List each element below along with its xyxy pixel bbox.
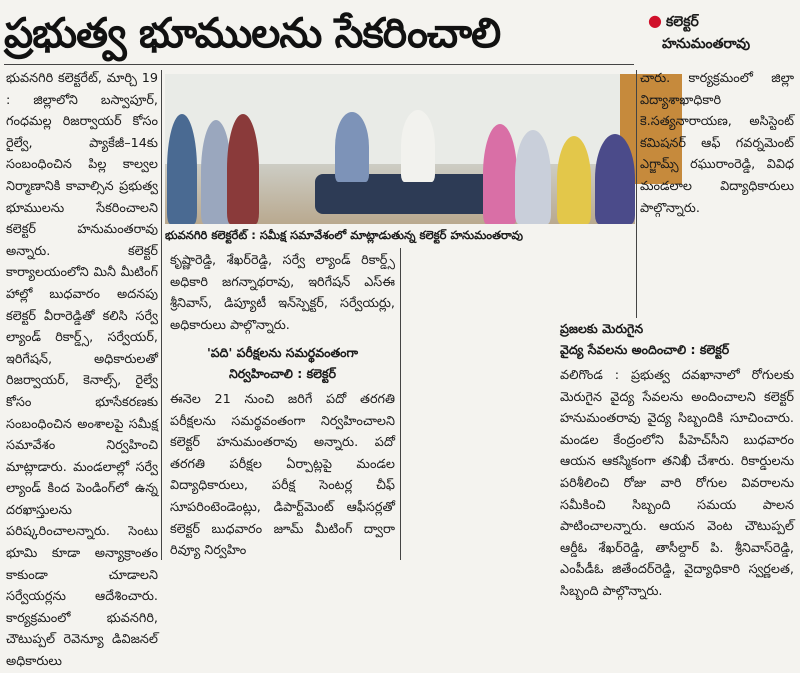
column-3a-paragraph: చారు. కార్యక్రమంలో జిల్లా విద్యాశాఖాధికారి కె.సత్యనారాయణ, అసిస్టెంట్ కమిషనర్ ఆఫ్ గవర్నమెంట్ ఎగ్జామ్స్ రఘురాంరెడ్డి, వివిధ మండలాల విద్యాధికారులు పాల్గొన్నారు. [640,71,794,216]
headline-rule [4,64,634,65]
column-2-paragraph: కృష్ణారెడ్డి, శేఖర్‌రెడ్డి, సర్వే ల్యాండ్ రికార్డ్స్ అధికారి జగన్నాథరావు, ఇరిగేషన్ ఎస్ఈ శ్రీనివాస్, డిప్యూటీ ఇన్‌స్పెక్టర్, సర్వేయర్లు, అధికారులు పాల్గొన్నారు. [170,253,395,333]
subhead-medical [560,318,794,362]
subhead-exams [170,342,395,386]
subhead-medical-line1: ప్రజలకు మెరుగైన [560,321,644,336]
byline [648,10,750,55]
column-3b-paragraph: వలిగొండ : ప్రభుత్వ దవఖానాలో రోగులకు మెరుగైన వైద్య సేవలను అందించాలని కలెక్టర్ హనుమంతరావు వైద్య సిబ్బందికి సూచించారు. మండల కేంద్రంలోని పీహెచ్‌సీని బుధవారం ఆయన ఆకస్మికంగా తనిఖీ చేశారు. రికార్డులను పరిశీలించి రోజు వారి రోగుల వివరాలను సమీకించి సిబ్బంది సమయ పాలన పాటించాలన్నారు. ఆయన వెంట చౌటుప్పల్ ఆర్డీఓ శేఖర్‌రెడ్డి, తాసీల్దార్ పి. శ్రీనివాస్‌రెడ్డి, ఎంపీడీఓ జితేందర్‌రెడ్డి, వైద్యాధికారి స్వర్ణలత, సిబ్బంది పాల్గొన్నారు. [560,368,794,599]
column-2-text [170,250,395,336]
subhead-exams-line1: 'పది' పరీక్షలను సమర్థవంతంగా [206,345,359,360]
column-2b-text [170,389,395,560]
meeting-photo [165,74,635,224]
photo-caption: భువనగిరి కలెక్టరేట్ : సమీక్ష సమావేశంలో మాట్లాడుతున్న కలెక్టర్ హనుమంతరావు [165,228,523,242]
column-divider-3 [636,70,637,318]
byline-name: హనుమంతరావు [662,36,751,52]
column-1-paragraph: భువనగిరి కలెక్టరేట్, మార్చి 19 : జిల్లాలోని బస్వాపూర్, గంధమల్ల రిజర్వాయర్ కోసం రైల్వే, ప్యాకేజీ–14కు సంబంధించిన పిల్ల కాల్వల నిర్మాణానికి కావాల్సిన ప్రభుత్వ భూములను సేకరించాలని కలెక్టర్ హనుమంతరావు అన్నారు. కలెక్టర్ కార్యాలయంలోని మినీ మీటింగ్ హాల్లో బుధవారం అదనపు కలెక్టర్ వీరారెడ్డితో కలిసి సర్వే ల్యాండ్ రికార్డ్స్, సర్వేయర్, ఇరిగేషన్, అధికారులతో రిజర్వాయర్, కెనాల్స్, రైల్వే కోసం భూసేకరణకు సంబంధించిన అంశాలపై సమీక్ష సమావేశం నిర్వహించి మాట్లాడారు. మండలాల్లో సర్వే ల్యాండ్ కింద పెండింగ్‌లో ఉన్న దరఖాస్తులను పరిష్కరించాలన్నారు. సెంటు భూమి కూడా అన్యాక్రాంతం కాకుండా చూడాలని సర్వేయర్లను ఆదేశించారు. కార్యక్రమంలో భువనగిరి, చౌటుప్పల్ రెవెన్యూ డివిజనల్ అధికారులు [6,71,158,670]
subhead-exams-line2: నిర్వహించాలి : కలెక్టర్ [228,366,336,381]
subhead-medical-line2: వైద్య సేవలను అందించాలి : కలెక్టర్ [560,342,730,357]
column-divider-2 [400,248,401,560]
column-3b-text [560,365,794,599]
byline-title: కలెక్టర్ [665,14,699,30]
column-3a-text [640,68,794,318]
column-divider [161,70,162,560]
column-2b-paragraph: ఈనెల 21 నుంచి జరిగే పదో తరగతి పరీక్షలను సమర్థవంతంగా నిర్వహించాలని కలెక్టర్ హనుమంతరావు అన్నారు. పదో తరగతి పరీక్షల ఏర్పాట్లపై మండల విద్యాధికారులు, పరీక్ష సెంటర్ల చీఫ్ సూపరింటెండెంట్లు, డిపార్ట్‌మెంట్ ఆఫీసర్లతో కలెక్టర్ బుధవారం జూమ్ మీటింగ్ ద్వారా రివ్యూ నిర్వహిం [170,392,395,559]
headline: ప్రభుత్వ భూములను సేకరించాలి [4,9,501,57]
bullet-dot-icon: ● [648,11,662,30]
column-1-text [6,68,158,670]
